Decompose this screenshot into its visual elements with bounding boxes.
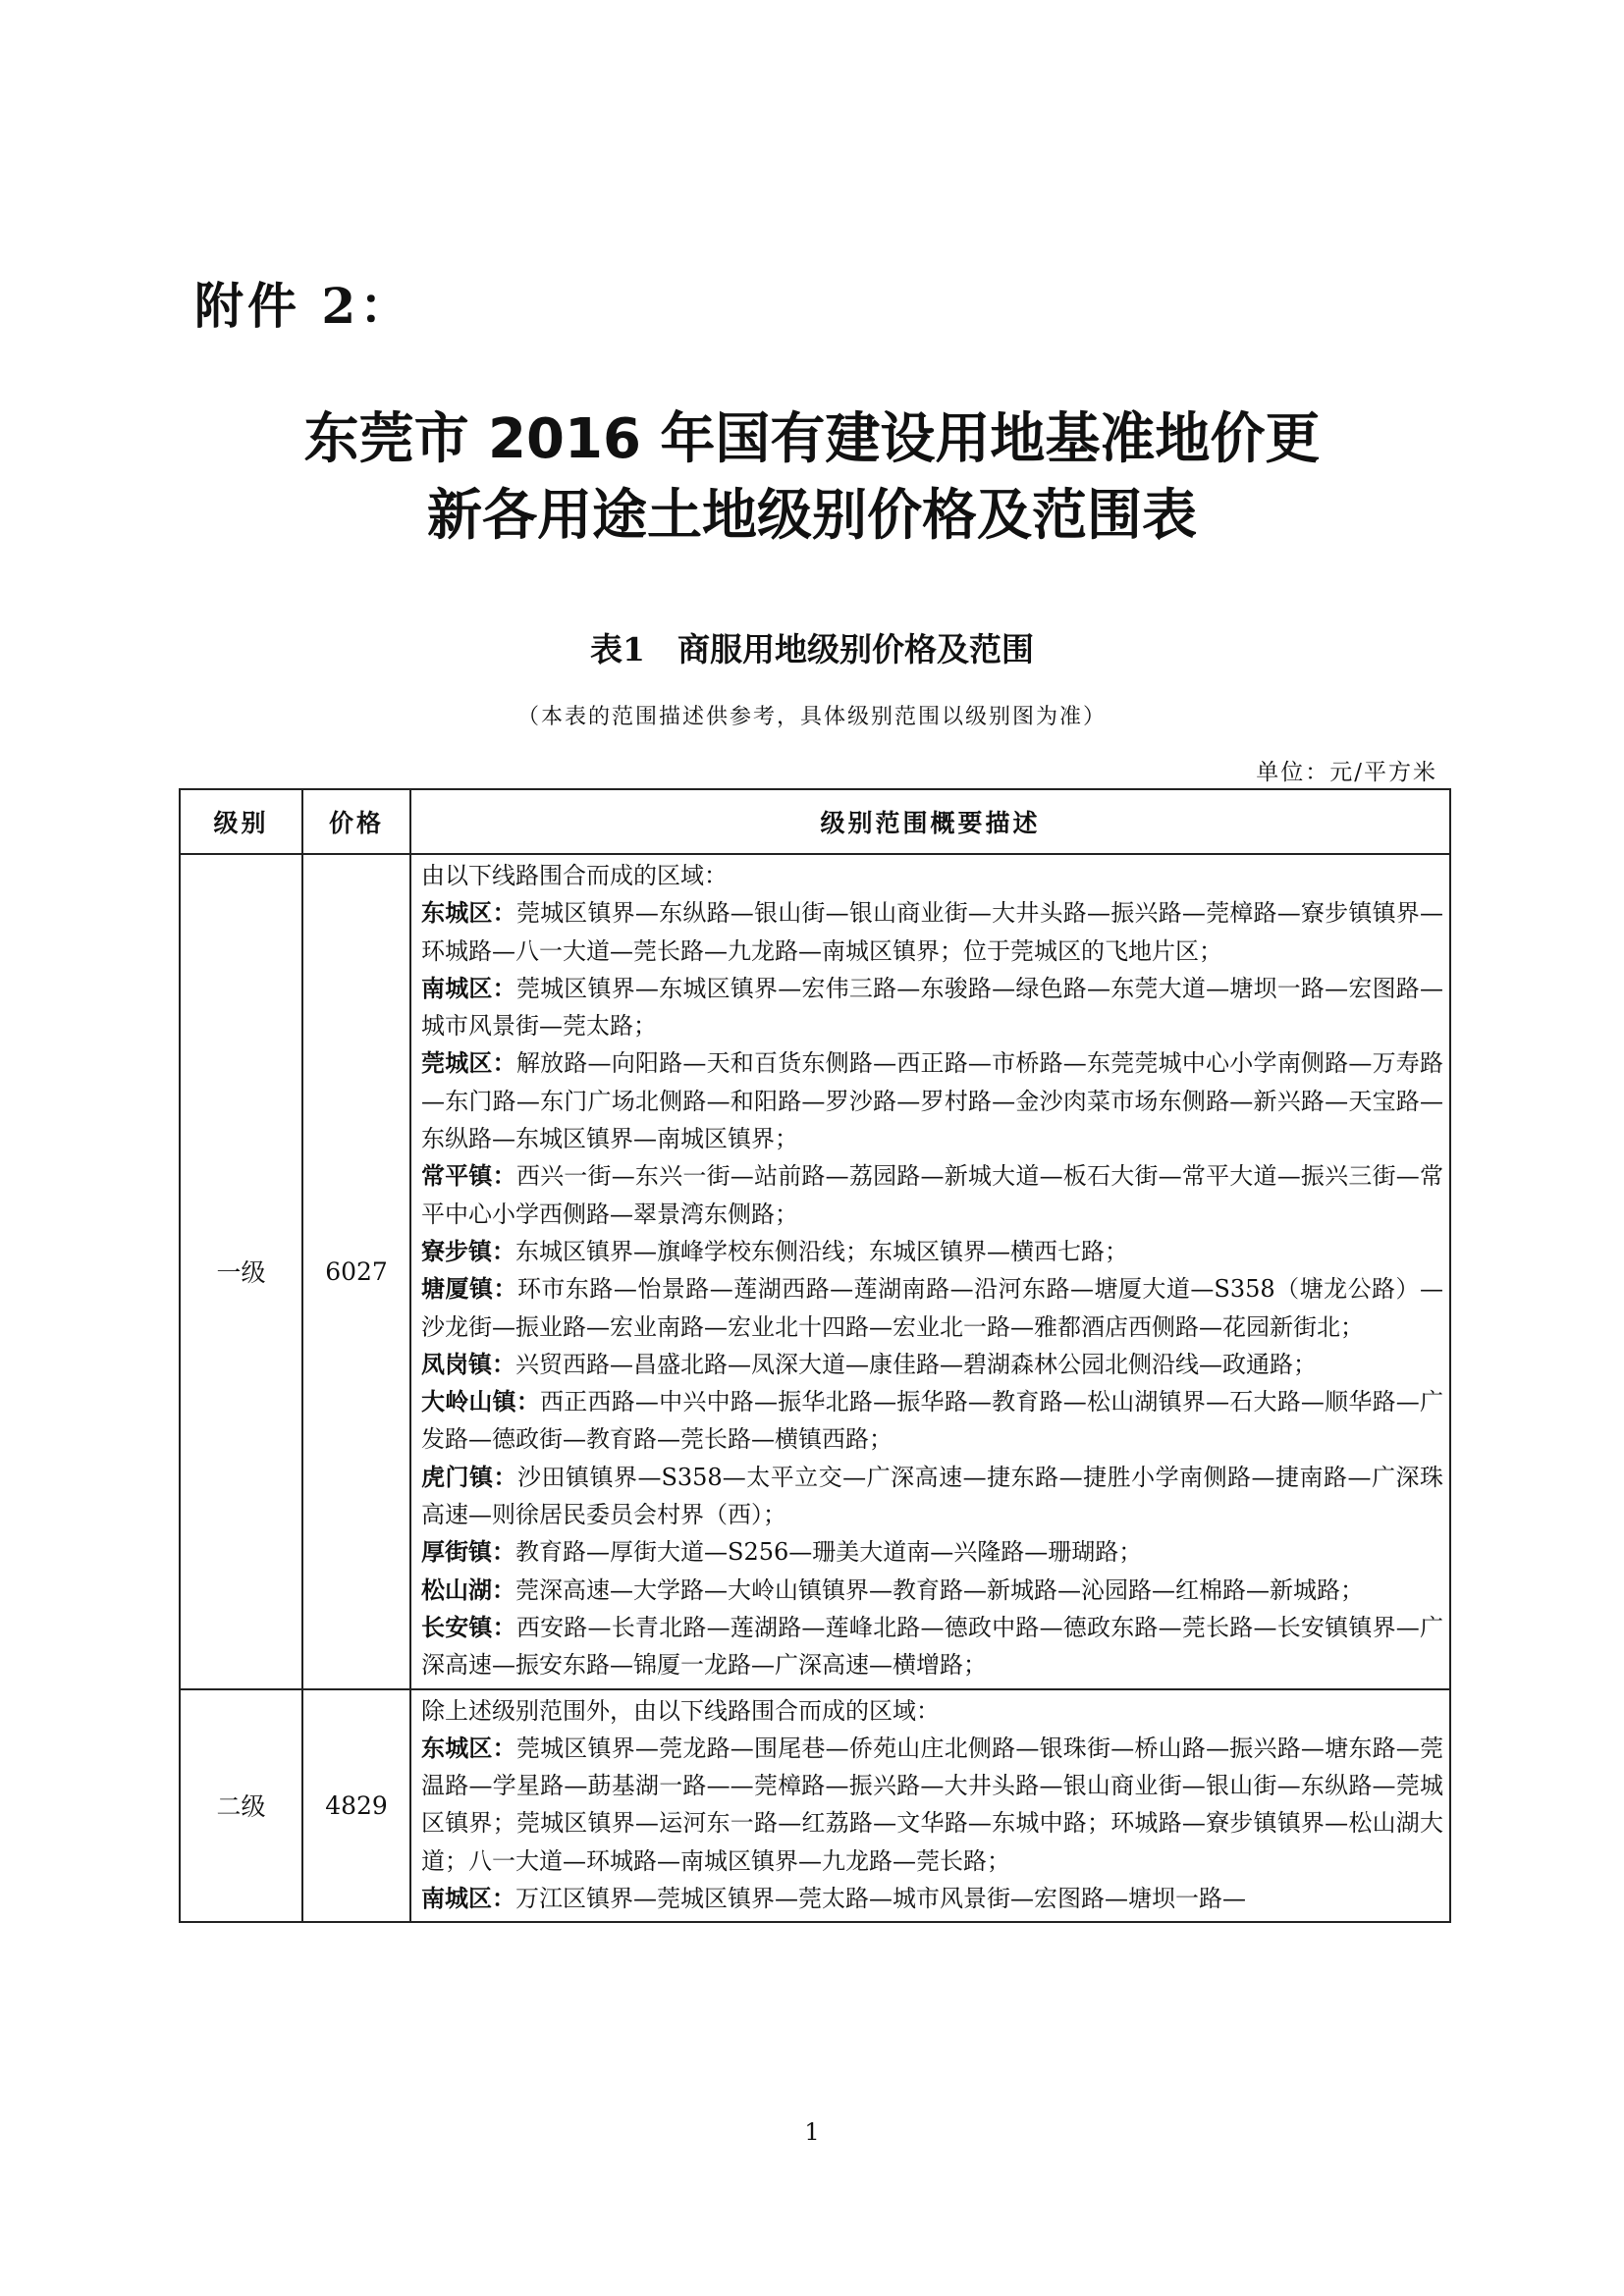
district-name: 寮步镇： xyxy=(421,1237,515,1265)
district-name: 大岭山镇： xyxy=(421,1388,541,1416)
district-name: 厚街镇： xyxy=(421,1538,515,1567)
district-paragraph xyxy=(421,1609,1443,1684)
table-row xyxy=(180,1689,1450,1923)
district-boundary-text: 解放路—向阳路—天和百货东侧路—西正路—市桥路—东莞莞城中心小学南侧路—万寿路—东门路—东门广场北侧路—和阳路—罗沙路—罗村路—金沙肉菜市场东侧路—新兴路—天宝路—东纵路—东城区镇界—南城区镇界； xyxy=(421,1049,1443,1153)
level-cell: 二级 xyxy=(180,1689,302,1923)
table-note: （本表的范围描述供参考，具体级别范围以级别图为准） xyxy=(516,705,1107,729)
district-name: 凤岗镇： xyxy=(421,1350,515,1378)
district-paragraph xyxy=(421,970,1443,1045)
unit-label: 单位：元/平方米 xyxy=(1256,760,1437,785)
district-name: 东城区： xyxy=(421,899,516,928)
level-cell: 一级 xyxy=(180,854,302,1689)
table-row xyxy=(180,854,1450,1689)
description-cell xyxy=(410,854,1450,1689)
price-cell: 4829 xyxy=(302,1689,410,1923)
header-description: 级别范围概要描述 xyxy=(410,789,1450,854)
district-paragraph xyxy=(421,1533,1443,1571)
document-title-line-2: 新各用途土地级别价格及范围表 xyxy=(427,484,1197,548)
district-paragraph xyxy=(421,894,1443,970)
land-price-table xyxy=(179,788,1451,1923)
district-boundary-text: 东城区镇界—旗峰学校东侧沿线；东城区镇界—横西七路； xyxy=(515,1237,1128,1265)
annex-label: 附件 2： xyxy=(194,277,413,335)
district-name: 松山湖： xyxy=(421,1575,515,1604)
district-paragraph xyxy=(421,1459,1443,1534)
district-name: 东城区： xyxy=(421,1734,516,1762)
district-paragraph xyxy=(421,1730,1443,1880)
district-name: 莞城区： xyxy=(421,1049,516,1078)
district-name: 长安镇： xyxy=(421,1613,516,1641)
table-title: 表1 商服用地级别价格及范围 xyxy=(590,630,1034,668)
district-boundary-text: 万江区镇界—莞城区镇界—莞太路—城市风景街—宏图路—塘坝一路— xyxy=(515,1885,1246,1913)
district-boundary-text: 西兴一街—东兴一街—站前路—荔园路—新城大道—板石大街—常平大道—振兴三街—常平中心小学西侧路—翠景湾东侧路； xyxy=(421,1162,1443,1228)
district-boundary-text: 莞城区镇界—莞龙路—围尾巷—侨苑山庄北侧路—银珠街—桥山路—振兴路—塘东路—莞温路—学星路—莇基湖一路——莞樟路—振兴路—大井头路—银山商业街—银山街—东纵路—莞城区镇界；莞城区镇界—运河东一路—红荔路—文华路—东城中路；环城路—寮步镇镇界—松山湖大道；八一大道—环城路—南城区镇界—九龙路—莞长路； xyxy=(421,1734,1443,1875)
district-boundary-text: 西正西路—中兴中路—振华北路—振华路—教育路—松山湖镇界—石大路—顺华路—广发路—德政街—教育路—莞长路—横镇西路； xyxy=(421,1388,1444,1454)
document-title-line-1: 东莞市 2016 年国有建设用地基准地价更 xyxy=(303,407,1321,471)
header-level: 级别 xyxy=(180,789,302,854)
price-cell: 6027 xyxy=(302,854,410,1689)
district-boundary-text: 兴贸西路—昌盛北路—凤深大道—康佳路—碧湖森林公园北侧沿线—政通路； xyxy=(515,1350,1317,1378)
district-name: 南城区： xyxy=(421,1885,515,1913)
district-boundary-text: 莞城区镇界—东城区镇界—宏伟三路—东骏路—绿色路—东莞大道—塘坝一路—宏图路—城市风景街—莞太路； xyxy=(421,974,1443,1041)
district-paragraph xyxy=(421,1880,1443,1917)
district-boundary-text: 沙田镇镇界—S358—太平立交—广深高速—捷东路—捷胜小学南侧路—捷南路—广深珠高速—则徐居民委员会村界（西）； xyxy=(421,1463,1444,1529)
district-paragraph xyxy=(421,1572,1443,1609)
table-header-row xyxy=(180,789,1450,854)
district-boundary-text: 莞深高速—大学路—大岭山镇镇界—教育路—新城路—沁园路—红棉路—新城路； xyxy=(515,1575,1364,1604)
page-number: 1 xyxy=(804,2118,820,2146)
district-paragraph xyxy=(421,1346,1443,1383)
description-cell xyxy=(410,1689,1450,1923)
district-name: 南城区： xyxy=(421,974,516,1002)
district-paragraph xyxy=(421,1157,1443,1233)
district-boundary-text: 西安路—长青北路—莲湖路—莲峰北路—德政中路—德政东路—莞长路—长安镇镇界—广深高速—振安东路—锦厦一龙路—广深高速—横增路； xyxy=(421,1613,1443,1680)
table-body xyxy=(180,854,1450,1922)
district-paragraph xyxy=(421,1044,1443,1157)
district-paragraph xyxy=(421,1383,1443,1459)
district-paragraph xyxy=(421,1233,1443,1270)
district-boundary-text: 莞城区镇界—东纵路—银山街—银山商业街—大井头路—振兴路—莞樟路—寮步镇镇界—环城路—八一大道—莞长路—九龙路—南城区镇界；位于莞城区的飞地片区； xyxy=(421,899,1443,965)
district-name: 塘厦镇： xyxy=(421,1275,517,1304)
district-name: 虎门镇： xyxy=(421,1463,517,1491)
description-intro: 除上述级别范围外，由以下线路围合而成的区域： xyxy=(421,1696,940,1725)
district-boundary-text: 教育路—厚街大道—S256—珊美大道南—兴隆路—珊瑚路； xyxy=(515,1538,1143,1567)
district-paragraph xyxy=(421,1270,1443,1346)
district-name: 常平镇： xyxy=(421,1162,516,1191)
header-price: 价格 xyxy=(302,789,410,854)
district-boundary-text: 环市东路—怡景路—莲湖西路—莲湖南路—沿河东路—塘厦大道—S358（塘龙公路）—沙龙街—振业路—宏业南路—宏业北十四路—宏业北一路—雅都酒店西侧路—花园新街北； xyxy=(421,1275,1444,1341)
description-intro: 由以下线路围合而成的区域： xyxy=(421,862,728,889)
